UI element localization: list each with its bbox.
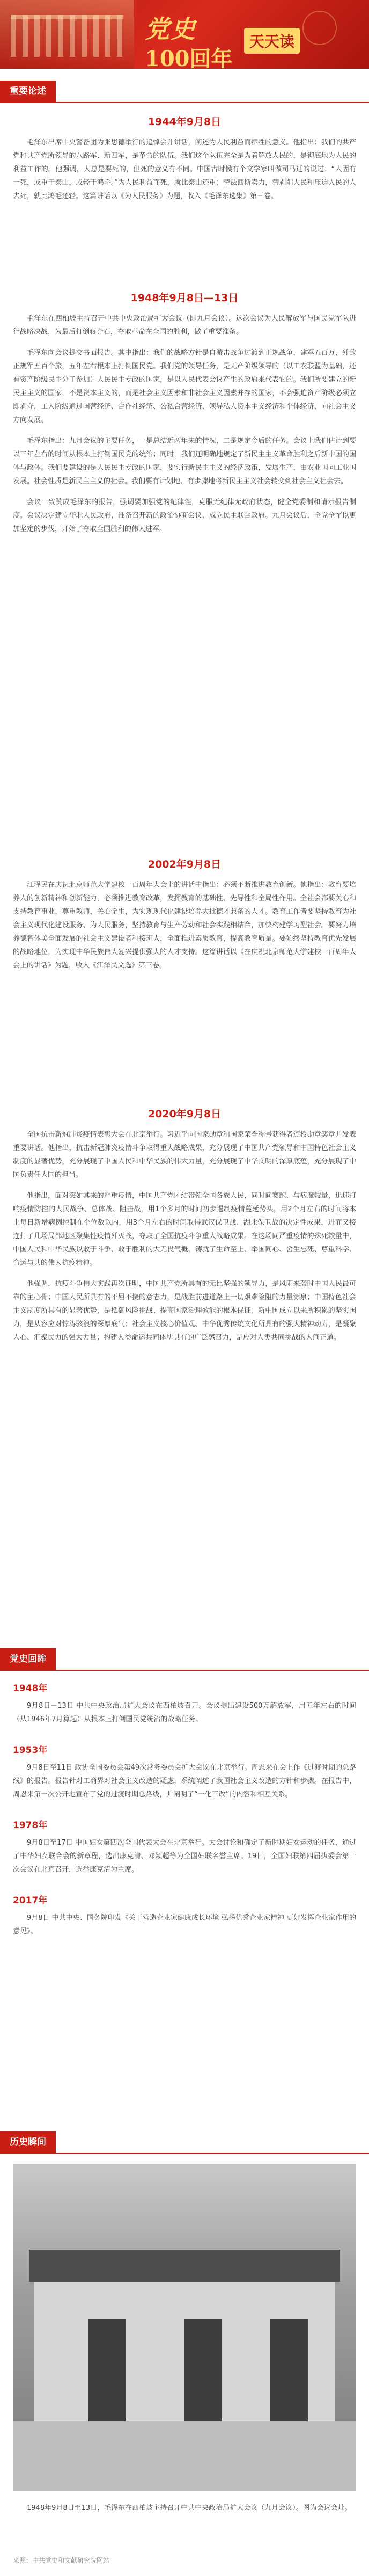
section-header-photo [0, 2131, 369, 2154]
entry-date: 2002年9月8日 [147, 858, 222, 870]
history-text: 9月8日至11日 政协全国委员会第49次常务委员会扩大会议在北京举行。周恩来在会上作《过渡时期的总路线》的报告。报告针对工商界对社会主义改造的疑虑，系统阐述了我国社会主义改造的方针和步骤。在报告中，周恩来第一次公开地宣布了党的过渡时期总路线，并阐明了“一化三改”的内容和相互关系。 [13, 1764, 356, 1799]
entry-date: 1948年9月8日—13日 [130, 292, 239, 304]
banner-daily-badge: 天天读 [244, 28, 300, 54]
review-item-2002 [13, 856, 356, 972]
section-tag: 重要论述 [0, 81, 56, 102]
photo-caption-block [13, 2502, 356, 2515]
entry-date: 1944年9月8日 [147, 116, 222, 128]
banner-title-b: 100回年 [145, 46, 233, 69]
entry-paragraph: 毛泽东在西柏坡主持召开中共中央政治局扩大会议（即九月会议）。这次会议为人民解放军与国民党军队进行战略决战，为最后打倒蒋介石，夺取革命在全国的胜利，做了重要准备。 [13, 315, 356, 336]
photo-door [270, 2319, 308, 2421]
history-text: 9月8日 中共中央、国务院印发《关于营造企业家健康成长环境 弘扬优秀企业家精神 更好发挥企业家作用的意见》。 [13, 1914, 356, 1935]
entry-paragraph: 会议一致赞成毛泽东的报告，强调要加强党的纪律性，克服无纪律无政府状态，健全党委制和请示报告制度。会议决定建立华北人民政府，准备召开新的政治协商会议，成立民主联合政府。九月会议后，全党全军以更加坚定的步伐，开始了夺取全国胜利的伟大进军。 [13, 498, 356, 533]
entry-paragraph: 他指出，面对突如其来的严重疫情，中国共产党团结带领全国各族人民，同时间赛跑、与病魔较量，迅速打响疫情防控的人民战争、总体战、阻击战，用1个多月的时间初步遏制疫情蔓延势头，用2个月左右的时间将本土每日新增病例控制在个位数以内，用3个月左右的时间取得武汉保卫战、湖北保卫战的决定性成果，进而又接连打了几场局部地区聚集性疫情歼灭战，夺取了全国抗疫斗争重大战略成果。在这场同严重疫情的殊死较量中，中国人民和中华民族以敢于斗争、敢于胜利的大无畏气概，铸就了生命至上、举国同心、舍生忘死、尊重科学、命运与共的伟大抗疫精神。 [13, 1192, 356, 1267]
history-text: 9月8日－13日 中共中央政治局扩大会议在西柏坡召开。会议提出建设500万解放军，用五年左右的时间（从1946年7月算起）从根本上打倒国民党统治的战略任务。 [13, 1702, 356, 1723]
historic-photo [13, 2164, 356, 2491]
section-tag: 历史瞬间 [0, 2131, 56, 2153]
history-list [13, 1680, 356, 1938]
banner-title [145, 10, 233, 69]
history-year: 1948年 [13, 1683, 48, 1694]
entry-paragraph: 毛泽东向会议提交书面报告。其中指出：我们的战略方针是自游击战争过渡到正规战争，建军五百万，歼敌正规军五百个旅，五年左右根本上打倒国民党。我们党的领导任务，是无产阶级领导的（以工农联盟为基础，还有资产阶级民主分子参加）人民民主专政的国家，是以人民代表会议产生的政府来代表它的。我们所要建立的新民主主义的国家，不是资本主义的，而是社会主义因素和非社会主义因素并存的国家，不会强迫资产阶级必须立即剥夺，工人阶级通过国营经济、合作社经济、公私合营经济，领导私人资本主义经济和个体经济，向社会主义方向发展。 [13, 349, 356, 424]
review-item-1948 [13, 290, 356, 536]
photo-ground [13, 2421, 356, 2491]
section-header-history [0, 1648, 369, 1671]
banner-title-a: 党史 [145, 14, 196, 43]
section-tag: 党史回眸 [0, 1648, 56, 1670]
entry-paragraph: 江泽民在庆祝北京师范大学建校一百周年大会上的讲话中指出：必须不断推进教育创新。他指出：教育要培养人的创新精神和创新能力，必须推进教育改革，发挥教育的基础性、先导性和全局性作用。全社会都要关心和支持教育事业，尊重教师，关心学生，为实现现代化建设培养大批德才兼备的人才。教育工作者要坚持教育为社会主义现代化建设服务、为人民服务，坚持教育与生产劳动和社会实践相结合，加快构建学习型社会。要努力培养德智体美全面发展的社会主义建设者和接班人，全面推进素质教育，提高教育质量。要始终坚持教育优先发展的战略地位，为实现中华民族伟大复兴提供强大的人才支持。这篇讲话以《在庆祝北京师范大学建校一百周年大会上的讲话》为题，收入《江泽民文选》第三卷。 [13, 881, 356, 970]
photo-roof [29, 2250, 340, 2282]
building-illustration [0, 0, 134, 69]
decor-circle [302, 11, 337, 45]
history-year: 1953年 [13, 1745, 48, 1756]
photo-caption: 1948年9月8日至13日，毛泽东在西柏坡主持召开中共中央政治局扩大会议（九月会议）。图为会议会址。 [27, 2504, 352, 2512]
history-text: 9月8日至17日 中国妇女第四次全国代表大会在北京举行。大会讨论和确定了新时期妇女运动的任务，通过了中华妇女联合会的新章程，选出康克清、邓颖超等为全国妇联名誉主席。19日，全国妇联第四届执委会第一次会议在北京召开，选举康克清为主席。 [13, 1839, 356, 1874]
review-item-2020 [13, 1106, 356, 1344]
review-item-1944 [13, 114, 356, 203]
entry-paragraph: 他强调，抗疫斗争伟大实践再次证明，中国共产党所具有的无比坚强的领导力，是风雨来袭时中国人民最可靠的主心骨；中国人民所具有的不屈不挠的意志力，是战胜前进道路上一切艰难险阻的力量源泉；中国特色社会主义制度所具有的显著优势，是抵御风险挑战、提高国家治理效能的根本保证；新中国成立以来所积累的坚实国力，是从容应对惊涛骇浪的深厚底气；社会主义核心价值观、中华优秀传统文化所具有的强大精神动力，是凝聚人心、汇聚民力的强大力量；构建人类命运共同体所具有的广泛感召力，是应对人类共同挑战的人间正道。 [13, 1280, 356, 1342]
entry-paragraph: 毛泽东指出：九月会议的主要任务，一是总结近两年来的情况，二是规定今后的任务。会议上我们估计到要以三年左右的时间从根本上打倒国民党的统治；同时，我们还明确地规定了新民主主义革命胜利之后新中国的国体与政体。我们要建设的是人民民主专政的国家，要实行新民主主义的经济政策，发展生产，由农业国向工业国发展。社会性质是新民主主义的社会。我们要有计划地、有步骤地将新民主主义社会转变到社会主义社会去。 [13, 437, 356, 485]
photo-door [88, 2319, 126, 2421]
section-header-review [0, 81, 369, 103]
header-banner [0, 0, 369, 69]
source-note: 来源：中共党史和文献研究院网站 [13, 2557, 110, 2564]
history-year: 2017年 [13, 1895, 48, 1906]
entry-paragraph: 全国抗击新冠肺炎疫情表彰大会在北京举行。习近平向国家勋章和国家荣誉称号获得者颁授勋章奖章并发表重要讲话。他指出，抗击新冠肺炎疫情斗争取得重大战略成果，充分展现了中国共产党领导和中国特色社会主义制度的显著优势，充分展现了中国人民和中华民族的伟大力量，充分展现了中华文明的深厚底蕴，充分展现了中国负责任大国的担当。 [13, 1131, 356, 1179]
entry-paragraph: 毛泽东出席中央警备团为张思德举行的追悼会并讲话，阐述为人民利益而牺牲的意义。他指出：我们的共产党和共产党所领导的八路军、新四军，是革命的队伍。我们这个队伍完全是为着解放人民的，是彻底地为人民的利益工作的。他强调，人总是要死的，但死的意义有不同。中国古时候有个文学家叫做司马迁的说过：“人固有一死，或重于泰山，或轻于鸿毛。”为人民利益而死，就比泰山还重；替法西斯卖力，替剥削人民和压迫人民的人去死，就比鸿毛还轻。这篇讲话以《为人民服务》为题，收入《毛泽东选集》第三卷。 [13, 139, 356, 200]
history-year: 1978年 [13, 1820, 48, 1831]
photo-door [184, 2319, 222, 2421]
entry-date: 2020年9月8日 [147, 1108, 222, 1120]
